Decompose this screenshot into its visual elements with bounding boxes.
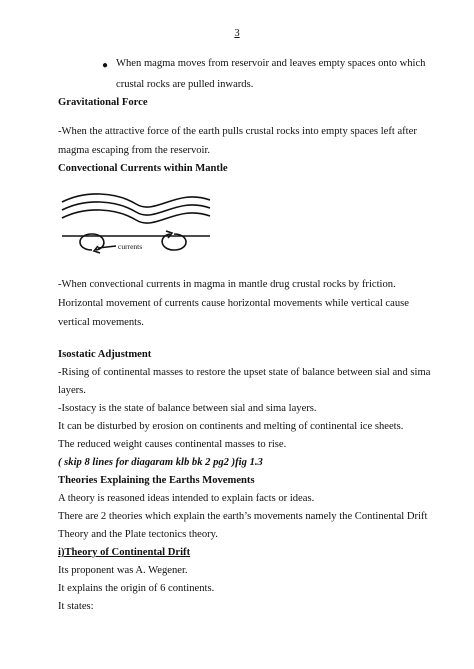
isostatic-text-line-1: -Rising of continental masses to restore the upset state of balance between sial and sima	[58, 367, 431, 378]
heading-continental-drift: i)Theory of Continental Drift	[58, 547, 191, 558]
drift-text-line-1: Its proponent was A. Wegener.	[58, 565, 188, 576]
convection-text-line-3: vertical movements.	[58, 317, 144, 328]
drift-text-line-3: It states:	[58, 601, 94, 612]
convection-text-line-1: -When convectional currents in magma in mantle drug crustal rocks by friction.	[58, 279, 396, 290]
convection-text-line-2: Horizontal movement of currents cause horizontal movements while vertical cause	[58, 298, 409, 309]
heading-gravitational-force: Gravitational Force	[58, 97, 148, 108]
currents-pointer-line	[98, 246, 116, 248]
heading-theories-earth-movements: Theories Explaining the Earths Movements	[58, 475, 255, 486]
theories-text-line-1: A theory is reasoned ideas intended to explain facts or ideas.	[58, 493, 315, 504]
heading-convectional-currents: Convectional Currents within Mantle	[58, 163, 228, 174]
bullet-text-line-1: When magma moves from reservoir and leaves empty spaces onto which	[116, 58, 426, 69]
convection-currents-diagram	[56, 180, 216, 266]
gravitational-text-line-2: magma escaping from the reservoir.	[58, 145, 211, 156]
diagram-currents-label: currents	[118, 242, 143, 251]
gravitational-text-line-1: -When the attractive force of the earth pulls crustal rocks into empty spaces left after	[58, 126, 417, 137]
theories-text-line-3: Theory and the Plate tectonics theory.	[58, 529, 218, 540]
isostatic-text-line-4: It can be disturbed by erosion on continents and melting of continental ice sheets.	[58, 421, 404, 432]
isostatic-text-line-2: layers.	[58, 385, 86, 396]
bullet-point-icon: ●	[102, 60, 109, 71]
isostatic-text-line-5: The reduced weight causes continental masses to rise.	[58, 439, 287, 450]
isostatic-text-line-3: -Isostacy is the state of balance between sial and sima layers.	[58, 403, 317, 414]
bullet-text-line-2: crustal rocks are pulled inwards.	[116, 79, 254, 90]
theories-text-line-2: There are 2 theories which explain the earth’s movements namely the Continental Drift	[58, 511, 428, 522]
diagram-skip-note: ( skip 8 lines for diagaram klb bk 2 pg2 )fig 1.3	[58, 457, 263, 468]
drift-text-line-2: It explains the origin of 6 continents.	[58, 583, 215, 594]
page-number: 3	[234, 28, 240, 39]
heading-isostatic-adjustment: Isostatic Adjustment	[58, 349, 152, 360]
